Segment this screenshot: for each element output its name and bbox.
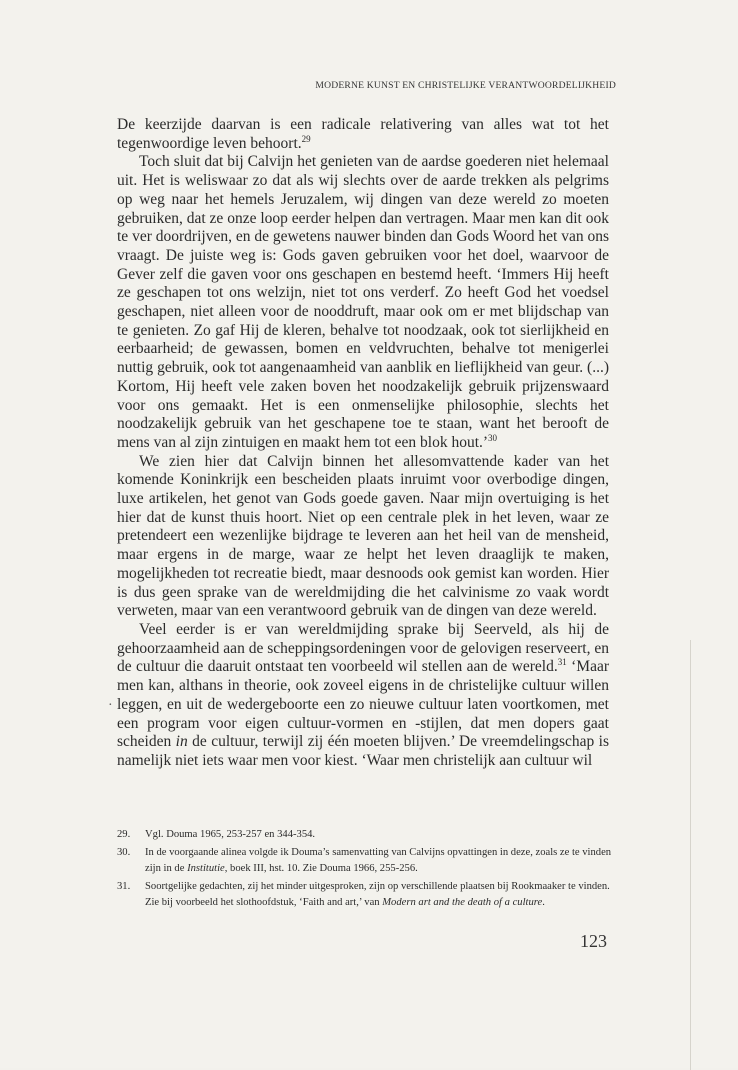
footnote-ref-29: 29 bbox=[301, 133, 311, 144]
paragraph-3 bbox=[117, 453, 609, 621]
footnote-text-part: Soortgelijke gedachten, zij het minder uitgesproken, zijn op verschillende plaatsen bij Rookmaaker te vinden. Zie bij voorbeeld het slothoofdstuk, ‘Faith and art,’ van bbox=[145, 881, 610, 908]
page-number: 123 bbox=[580, 931, 607, 951]
footnote-ref-30: 30 bbox=[488, 432, 498, 443]
footnote-number: 31. bbox=[117, 881, 131, 893]
footnote-italic: Institutie bbox=[187, 862, 225, 874]
italic-word: in bbox=[175, 733, 188, 751]
paragraph-text: Toch sluit dat bij Calvijn het genieten van de aardse goederen niet helemaal uit. Het is weliswaar zo dat als wij slechts over de aarde trekken als pelgrims op weg naar het hemels Jeruzalem, wij dingen van deze wereld zo moeten gebruiken, dat ze onze loop eerder helpen dan vertragen. Maar men kan dit ook te ver doordrijven, en de gewetens nauwer binden dan Gods Woord het van ons vraagt. De juiste weg is: Gods gaven gebruiken voor het doel, waarvoor de Gever zelf die gaven voor ons geschapen en bestemd heeft. ‘Immers Hij heeft ze geschapen tot ons welzijn, niet tot ons verderf. Zo heeft God het voedsel geschapen, niet alleen voor de nooddruft, maar ook om er met blijdschap van te genieten. Zo gaf Hij de kleren, behalve tot noodzaak, ook tot sierlijkheid en eerbaarheid; de gewassen, bomen en veldvruchten, behalve tot menigerlei nuttig gebruik, ook tot aangenaamheid van aanblik en lieflijkheid van geur. (...) Kortom, Hij heeft vele zaken boven het noodzakelijk gebruik prijzenswaard voor ons gemaakt. Het is een onmenselijke philosophie, slechts het noodzakelijk gebruik van het geschapene toe te staan, want het berooft de mens van al zijn zintuigen en maakt hem tot een blok hout.’ bbox=[117, 153, 609, 451]
paragraph-text-end: de cultuur, terwijl zij één moeten blijven.’ De vreemdelingschap is namelijk niet iets waar men voor kiest. ‘Waar men christelijk aan cultuur wil bbox=[117, 733, 610, 769]
margin-mark: · bbox=[108, 698, 113, 713]
footnote-29 bbox=[117, 827, 612, 842]
footnote-31 bbox=[117, 879, 612, 910]
footnote-text bbox=[145, 845, 612, 876]
paragraph-2 bbox=[117, 153, 609, 452]
footnote-text-part: , boek III, hst. 10. Zie Douma 1966, 255-256. bbox=[224, 862, 418, 874]
footnote-number: 30. bbox=[117, 847, 131, 859]
footnote-italic: Modern art and the death of a culture bbox=[382, 896, 543, 908]
paragraph-text: De keerzijde daarvan is een radicale relativering van alles wat tot het tegenwoordige leven behoort. bbox=[117, 116, 609, 152]
page-edge bbox=[690, 640, 691, 1070]
footnote-text bbox=[145, 827, 612, 842]
paragraph-1 bbox=[117, 116, 609, 153]
footnote-number: 29. bbox=[117, 829, 131, 840]
paragraph-text: Veel eerder is er van wereldmijding sprake bij Seerveld, als hij de gehoorzaamheid aan de scheppingsordeningen voor de gelovigen reserveert, en de cultuur die daaruit ontstaat ten voorbeeld wil stellen aan de wereld. bbox=[117, 620, 609, 676]
paragraph-text-cont: ‘Maar men kan, althans in theorie, ook zoveel eigens in de christelijke cultuur willen leggen, en uit de wedergeboorte een zo nieuwe cultuur laten voortkomen, met een program voor eigen cultuur-vormen en -stijlen, dat men dopers gaat scheiden bbox=[117, 658, 609, 751]
running-head: MODERNE KUNST EN CHRISTELIJKE VERANTWOORDELIJKHEID bbox=[315, 80, 616, 91]
footnote-text-part: . bbox=[542, 896, 545, 908]
footnote-text bbox=[145, 879, 612, 910]
body-text bbox=[117, 116, 609, 771]
footnote-30 bbox=[117, 845, 612, 876]
footnote-ref-31: 31 bbox=[557, 657, 567, 668]
footnotes bbox=[117, 827, 612, 913]
footnote-text-part: Vgl. Douma 1965, 253-257 en 344-354. bbox=[145, 829, 316, 840]
paragraph-text: We zien hier dat Calvijn binnen het allesomvattende kader van het komende Koninkrijk een bescheiden plaats inruimt voor overbodige dingen, luxe artikelen, het genot van Gods goede gaven. Naar mijn overtuiging is het hier dat de kunst thuis hoort. Niet op een centrale plek in het leven, waar ze pretendeert een wezenlijke bijdrage te leveren aan het heil van de mensheid, maar ergens in de marge, waar ze helpt het leven draaglijk te maken, mogelijkheden tot recreatie biedt, maar desnoods ook gemist kan worden. Hier is dus geen sprake van de wereldmijding die het calvinisme zo vaak wordt verweten, maar van een verantwoord gebruik van de dingen van deze wereld. bbox=[117, 452, 609, 620]
footnote-text-part: In de voorgaande alinea volgde ik Douma’s samenvatting van Calvijns opvattingen in deze, zoals ze te vinden zijn in de bbox=[145, 847, 612, 874]
paragraph-4 bbox=[117, 621, 609, 771]
